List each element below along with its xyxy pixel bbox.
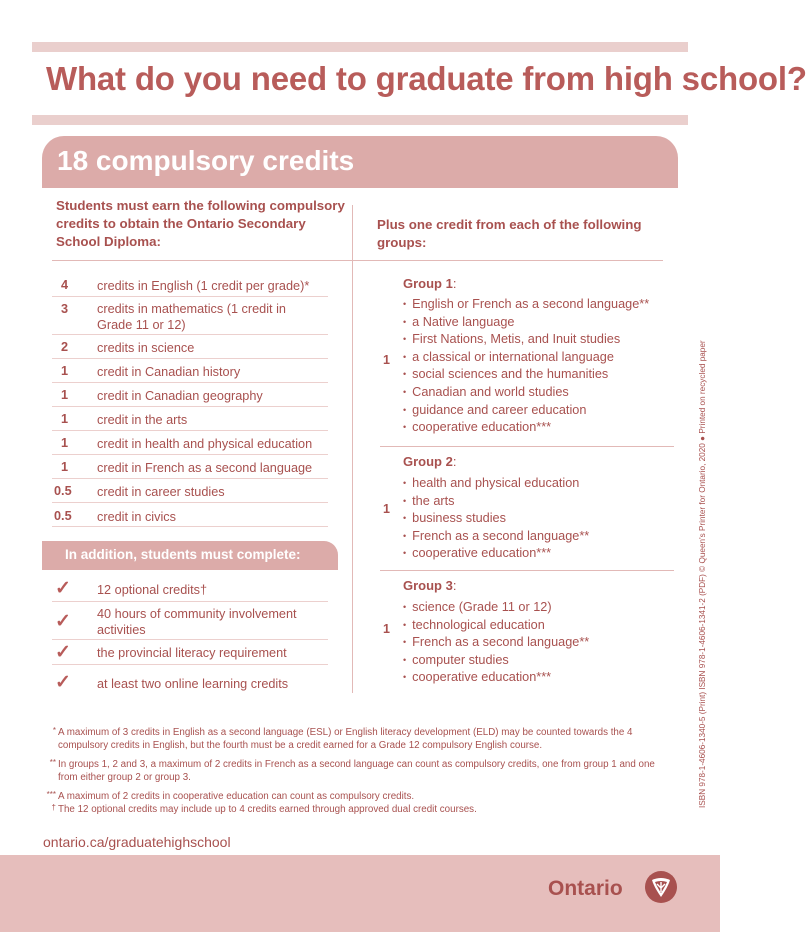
credit-description: credits in English (1 credit per grade)* bbox=[97, 279, 310, 293]
credit-count: 3 bbox=[61, 302, 69, 316]
footnote bbox=[44, 803, 674, 816]
completion-row bbox=[52, 640, 328, 665]
list-item: • the arts bbox=[403, 493, 589, 511]
credit-count: 1 bbox=[61, 388, 69, 402]
footnote-text: In groups 1, 2 and 3, a maximum of 2 credits in French as a second language can count as compulsory credits, one from group 1 and one from either group 2 or group 3. bbox=[58, 759, 655, 783]
completion-row bbox=[52, 575, 328, 602]
right-header-rule bbox=[353, 260, 663, 261]
checkmark-icon: ✓ bbox=[55, 578, 71, 599]
list-item: • French as a second language** bbox=[403, 528, 589, 546]
footnotes bbox=[44, 726, 674, 816]
top-divider-band bbox=[32, 42, 688, 52]
list-item: • health and physical education bbox=[403, 475, 589, 493]
group-3-credit-count: 1 bbox=[383, 622, 390, 636]
credit-count: 1 bbox=[61, 436, 69, 450]
footnote-text: A maximum of 3 credits in English as a second language (ESL) or English literacy development (ELD) may be counted towards the 4 compulsory credits in English, but the fourth must be a credit earned for a Grade 12 compulsory English course. bbox=[58, 727, 633, 751]
group-2-credit-count: 1 bbox=[383, 502, 390, 516]
credit-row bbox=[52, 335, 328, 359]
trillium-logo-icon bbox=[644, 870, 678, 904]
group-2-list bbox=[403, 475, 589, 563]
group-1-title: Group 1: bbox=[403, 276, 457, 291]
list-item: • a Native language bbox=[403, 314, 649, 332]
credit-row bbox=[52, 383, 328, 407]
list-item: • guidance and career education bbox=[403, 402, 649, 420]
list-item: • computer studies bbox=[403, 652, 589, 670]
credit-count: 2 bbox=[61, 340, 69, 354]
column-divider bbox=[352, 205, 353, 693]
credit-description: credit in health and physical education bbox=[97, 437, 313, 451]
addition-header bbox=[42, 541, 338, 570]
checkmark-icon: ✓ bbox=[55, 672, 71, 693]
left-header-rule bbox=[52, 260, 352, 261]
group-1-credit-count: 1 bbox=[383, 353, 390, 367]
list-item: • cooperative education*** bbox=[403, 545, 589, 563]
list-item: • First Nations, Metis, and Inuit studies bbox=[403, 331, 649, 349]
right-intro-text: Plus one credit from each of the following groups: bbox=[377, 217, 642, 250]
credit-count: 1 bbox=[61, 412, 69, 426]
credit-description: credit in the arts bbox=[97, 413, 188, 427]
completion-text: at least two online learning credits bbox=[97, 677, 289, 691]
footnote bbox=[44, 726, 674, 752]
credit-row bbox=[52, 270, 328, 297]
footnote-text: The 12 optional credits may include up to 4 credits earned through approved dual credit courses. bbox=[58, 804, 477, 815]
list-item: • English or French as a second language** bbox=[403, 296, 649, 314]
footnote-text: A maximum of 2 credits in cooperative education can count as compulsory credits. bbox=[58, 791, 415, 802]
credit-row bbox=[52, 479, 328, 503]
credit-row bbox=[52, 431, 328, 455]
page-title: What do you need to graduate from high school? bbox=[46, 60, 807, 97]
title-divider-band bbox=[32, 115, 688, 125]
credit-count: 1 bbox=[61, 364, 69, 378]
footnote bbox=[44, 758, 674, 784]
credit-row bbox=[52, 359, 328, 383]
graduation-url-link[interactable]: ontario.ca/graduatehighschool bbox=[43, 834, 231, 850]
footnote-mark: *** bbox=[46, 790, 56, 799]
checkmark-icon: ✓ bbox=[55, 642, 71, 663]
footnote-mark: ** bbox=[49, 758, 56, 767]
group-divider bbox=[380, 446, 674, 447]
publication-info-text: ISBN 978-1-4606-1340-5 (Print) ISBN 978-1-4606-1341-2 (PDF) © Queen's Printer for Ontario, 2020 ● Printed on recycled paper bbox=[698, 340, 707, 808]
group-3-title: Group 3: bbox=[403, 578, 457, 593]
group-3-list bbox=[403, 599, 589, 687]
credit-row bbox=[52, 503, 328, 527]
credit-row bbox=[52, 407, 328, 431]
footnote-mark: † bbox=[51, 803, 56, 812]
credit-count: 1 bbox=[61, 460, 69, 474]
completion-text: the provincial literacy requirement bbox=[97, 646, 287, 660]
group-2-title: Group 2: bbox=[403, 454, 457, 469]
list-item: • Canadian and world studies bbox=[403, 384, 649, 402]
list-item: • social sciences and the humanities bbox=[403, 366, 649, 384]
credit-description: credit in civics bbox=[97, 510, 176, 524]
credit-description: credits in science bbox=[97, 341, 195, 355]
left-intro-text: Students must earn the following compulsory credits to obtain the Ontario Secondary School Diploma: bbox=[56, 198, 345, 249]
footnote bbox=[44, 790, 674, 803]
group-1-list bbox=[403, 296, 649, 437]
credit-count: 4 bbox=[61, 278, 69, 292]
list-item: • technological education bbox=[403, 617, 589, 635]
credit-description: credit in Canadian geography bbox=[97, 389, 263, 403]
ontario-logo-wordmark: Ontario bbox=[548, 877, 623, 900]
checkmark-icon: ✓ bbox=[55, 611, 71, 632]
credit-row bbox=[52, 297, 328, 335]
credit-count: 0.5 bbox=[54, 484, 72, 498]
credit-count: 0.5 bbox=[54, 509, 72, 523]
credit-description: credit in career studies bbox=[97, 485, 225, 499]
completion-text: 40 hours of community involvement activities bbox=[97, 607, 297, 637]
credit-description: credit in French as a second language bbox=[97, 461, 313, 475]
list-item: • cooperative education*** bbox=[403, 669, 589, 687]
list-item: • a classical or international language bbox=[403, 349, 649, 367]
list-item: • science (Grade 11 or 12) bbox=[403, 599, 589, 617]
compulsory-credits-header bbox=[42, 136, 678, 188]
credit-description: credit in Canadian history bbox=[97, 365, 241, 379]
list-item: • French as a second language** bbox=[403, 634, 589, 652]
list-item: • cooperative education*** bbox=[403, 419, 649, 437]
list-item: • business studies bbox=[403, 510, 589, 528]
footnote-mark: * bbox=[52, 726, 56, 735]
completion-row bbox=[52, 602, 328, 640]
credit-row bbox=[52, 455, 328, 479]
completion-text: 12 optional credits† bbox=[97, 583, 208, 597]
group-divider bbox=[380, 570, 674, 571]
credit-description: credits in mathematics (1 credit in Grade 11 or 12) bbox=[97, 302, 286, 332]
addition-heading: In addition, students must complete: bbox=[65, 547, 301, 562]
completion-row bbox=[52, 665, 328, 695]
compulsory-credits-heading: 18 compulsory credits bbox=[57, 145, 355, 176]
